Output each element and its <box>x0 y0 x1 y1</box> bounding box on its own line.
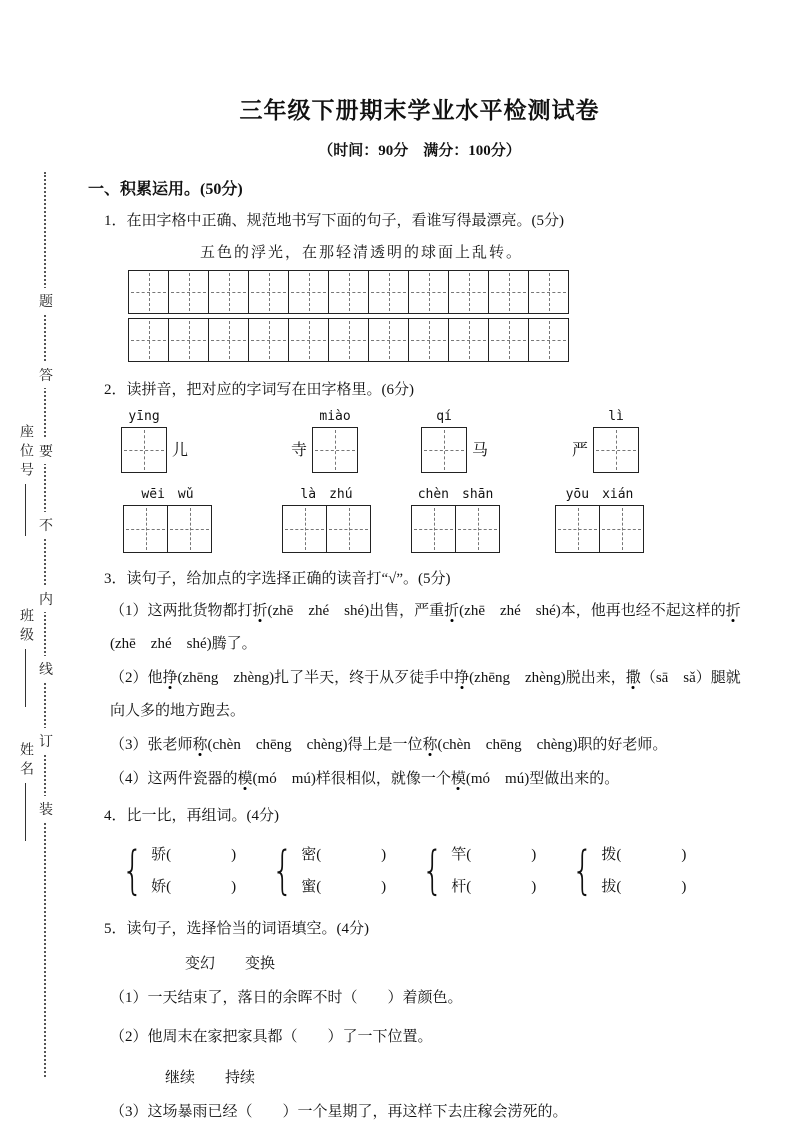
q4-word-blank: 蜜( ) <box>301 879 387 895</box>
tian-cell <box>208 318 249 362</box>
dotted-char: 撒 <box>625 669 641 686</box>
tian-cell <box>599 505 644 553</box>
tian-cell <box>248 270 289 314</box>
dotted-char: 模 <box>450 770 466 787</box>
sentence-text: （2）他 <box>110 669 163 686</box>
q4-word-blank: 密( ) <box>301 847 387 863</box>
tian-cell <box>368 318 409 362</box>
tian-cell <box>408 270 449 314</box>
sentence-text: （sā sǎ）腿就向人多的地方跑去。 <box>110 669 741 719</box>
q4-word-blank: 竿( ) <box>451 847 537 863</box>
seat-number-text: 座位号 <box>18 424 33 481</box>
brace-glyph: { <box>572 841 594 901</box>
binding-char: 答 <box>37 362 55 388</box>
binding-char: 内 <box>37 586 55 612</box>
tian-cell <box>488 270 529 314</box>
q4-word-blank: 骄( ) <box>151 847 237 863</box>
q1-copy-sentence: 五色的浮光，在那轻清透明的球面上乱转。 <box>200 244 524 261</box>
section-1-heading: 一、积累运用。(50分) <box>88 181 243 198</box>
dotted-char: 称 <box>422 736 438 753</box>
q5-option: 变换 <box>245 955 276 972</box>
q2-row1 <box>88 407 751 473</box>
sentence-text: （4）这两件瓷器的 <box>110 770 238 787</box>
pinyin-label: yīng <box>128 409 160 424</box>
pinyin-label: yōu xián <box>565 487 634 502</box>
sentence-text: (zhē zhé shé)本，他再也经不起这样的 <box>459 602 726 619</box>
q4-group-2 <box>266 839 386 903</box>
tian-cell <box>168 318 209 362</box>
q5-label: 5．读句子，选择恰当的词语填空。(4分) <box>104 921 369 937</box>
answer-cell <box>593 427 639 473</box>
binding-char: 不 <box>37 512 55 538</box>
answer-cell <box>121 427 167 473</box>
sentence-text: (zhēng zhèng)脱出来， <box>469 669 626 686</box>
exam-time-score: （时间：90分 满分：100分） <box>318 143 521 159</box>
answer-cells <box>555 505 644 553</box>
tian-cell <box>248 318 289 362</box>
tian-cell <box>167 505 212 553</box>
tian-cell <box>326 505 371 553</box>
pinyin-label: miào <box>319 409 351 424</box>
q3-items <box>110 595 751 796</box>
dotted-char: 折 <box>252 602 268 619</box>
q4-label: 4．比一比，再组词。(4分) <box>104 807 279 824</box>
q3-item-4 <box>110 763 747 796</box>
pinyin-group <box>121 407 193 473</box>
sentence-text: (chèn chēng chèng)职的好老师。 <box>437 736 668 753</box>
tian-cell <box>411 505 456 553</box>
exam-content <box>88 0 751 1122</box>
sentence-text: (zhēng zhèng)扎了半天，终于从歹徒手中 <box>177 669 455 686</box>
dotted-char: 挣 <box>454 669 470 686</box>
tian-grid-row <box>128 270 751 314</box>
answer-cell <box>421 427 467 473</box>
binding-char: 要 <box>37 438 55 464</box>
tian-cell <box>168 270 209 314</box>
q5-option: 继续 <box>165 1069 196 1086</box>
dotted-char: 挣 <box>162 669 178 686</box>
answer-cells <box>411 505 500 553</box>
class-label <box>14 608 36 707</box>
q5-option: 持续 <box>225 1069 256 1086</box>
q5-item-2: （2）他周末在家把家具都（ ）了一下位置。 <box>110 1028 433 1045</box>
tian-cell <box>408 318 449 362</box>
q4-group-4 <box>566 839 686 903</box>
q2-row2 <box>88 485 751 553</box>
tian-cell <box>593 427 639 473</box>
q5-item-3: （3）这场暴雨已经（ ）一个星期了，再这样下去庄稼会涝死的。 <box>110 1103 568 1120</box>
sentence-text: (mó mú)型做出来的。 <box>465 770 620 787</box>
tian-cell <box>123 505 168 553</box>
q4-word-blank: 拔( ) <box>601 879 687 895</box>
pinyin-label: wēi wǔ <box>141 487 194 502</box>
q5-option: 变幻 <box>185 955 216 972</box>
q3-item-1 <box>110 595 747 661</box>
page-title: 三年级下册期末学业水平检测试卷 <box>239 98 600 123</box>
tian-cell <box>128 318 169 362</box>
given-hanzi: 儿 <box>172 442 189 459</box>
tian-cell <box>368 270 409 314</box>
tian-cell <box>121 427 167 473</box>
name-blank <box>25 783 26 841</box>
binding-char: 线 <box>37 656 55 682</box>
sentence-text: (zhē zhé shé)出售，严重 <box>267 602 445 619</box>
pinyin-group <box>421 407 493 473</box>
q4-word-blank: 杆( ) <box>451 879 537 895</box>
tian-cell <box>312 427 358 473</box>
tian-cell <box>328 270 369 314</box>
answer-cell <box>312 427 358 473</box>
pinyin-group <box>286 407 358 473</box>
name-label <box>14 742 36 841</box>
binding-char: 题 <box>37 288 55 314</box>
tian-cell <box>282 505 327 553</box>
given-hanzi: 寺 <box>291 442 308 459</box>
given-hanzi: 严 <box>572 442 589 459</box>
pinyin-label: là zhú <box>300 487 353 502</box>
binding-line <box>39 172 53 1077</box>
q5-word-options-1 <box>185 949 751 979</box>
tian-cell <box>328 318 369 362</box>
tian-cell <box>448 270 489 314</box>
answer-cells <box>123 505 212 553</box>
tian-cell <box>555 505 600 553</box>
brace-glyph: { <box>121 841 144 901</box>
pinyin-group <box>123 485 212 553</box>
sentence-text: (mó mú)样很相似，就像一个 <box>252 770 451 787</box>
brace-glyph: { <box>271 841 294 901</box>
q4-group-3 <box>416 839 536 903</box>
q3-label: 3．读句子，给加点的字选择正确的读音打“√”。(5分) <box>104 571 451 587</box>
q5-word-options-2 <box>165 1063 751 1093</box>
tian-cell <box>288 318 329 362</box>
tian-cell <box>528 270 569 314</box>
brace-glyph: { <box>421 841 444 901</box>
dotted-char: 模 <box>237 770 253 787</box>
q1-writing-grid <box>128 270 751 362</box>
tian-cell <box>455 505 500 553</box>
q4-groups <box>116 839 751 903</box>
given-hanzi: 马 <box>472 442 489 459</box>
sentence-text: (zhē zhé shé)腾了。 <box>110 635 257 652</box>
tian-cell <box>208 270 249 314</box>
pinyin-group <box>567 407 639 473</box>
pinyin-label: chèn shān <box>417 487 494 502</box>
binding-char: 装 <box>37 796 55 822</box>
sentence-text: (chèn chēng chèng)得上是一位 <box>207 736 423 753</box>
tian-cell <box>528 318 569 362</box>
q3-item-3 <box>110 729 747 762</box>
pinyin-label: lì <box>608 409 624 424</box>
answer-cells <box>282 505 371 553</box>
tian-cell <box>448 318 489 362</box>
binding-char: 订 <box>37 728 55 754</box>
pinyin-group <box>282 485 371 553</box>
pinyin-label: qí <box>436 409 452 424</box>
q4-word-blank: 拨( ) <box>601 847 687 863</box>
tian-cell <box>288 270 329 314</box>
q2-label: 2．读拼音，把对应的字词写在田字格里。(6分) <box>104 381 414 398</box>
q3-item-2 <box>110 662 747 728</box>
tian-cell <box>488 318 529 362</box>
sentence-text: （1）这两批货物都打 <box>110 602 253 619</box>
dotted-char: 折 <box>444 602 460 619</box>
dotted-char: 称 <box>192 736 208 753</box>
q1-label: 1．在田字格中正确、规范地书写下面的句子，看谁写得最漂亮。(5分) <box>104 213 564 229</box>
pinyin-group <box>411 485 500 553</box>
pinyin-group <box>555 485 644 553</box>
sentence-text: （3）张老师 <box>110 736 193 753</box>
seat-number-blank <box>25 484 26 536</box>
dotted-char: 折 <box>725 602 741 619</box>
tian-cell <box>421 427 467 473</box>
q4-group-1 <box>116 839 236 903</box>
seat-number-label <box>14 424 36 536</box>
class-text: 班级 <box>18 608 33 646</box>
class-blank <box>25 649 26 707</box>
tian-cell <box>128 270 169 314</box>
q4-word-blank: 娇( ) <box>151 879 237 895</box>
q5-item-1: （1）一天结束了，落日的余晖不时（ ）着颜色。 <box>110 989 463 1006</box>
tian-grid-row <box>128 318 751 362</box>
name-text: 姓名 <box>18 742 33 780</box>
